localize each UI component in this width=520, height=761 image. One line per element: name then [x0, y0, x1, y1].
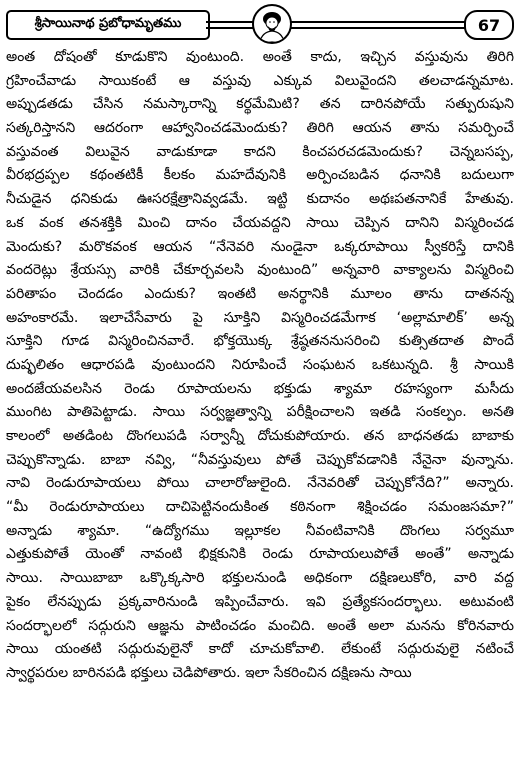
page-number-text: 67 — [477, 15, 501, 35]
text-line: ఎత్తుకుపోతే యెంతో నావంటి భిక్షకునికి రెండు రూపాయలుపోతే అంతే” అన్నాడు — [6, 546, 514, 563]
text-line: నీచుడైన ధనికుడు ఊసరక్షేత్రానివ్వడమే. ఇట్టి కుదానం అథఃపతనానికే హేతువు. — [6, 191, 514, 208]
text-line: దుష్ఫలితం ఆధారపడి వుంటుందని నిరూపించే సంఘటన ఒకటున్నది. శ్రీ సాయికి — [6, 356, 514, 373]
sai-baba-portrait-icon — [252, 4, 292, 44]
text-line: నావి రెండురూపాయలు పోయి చాలారోజులైంది. నేనెవరితో చెప్పుకోనేది?” అన్నారు. — [6, 475, 514, 492]
text-line: సత్కరిస్తానని ఆదరంగా ఆహ్వానించడమెందుకు? తిరిగి ఆయన తాను సమర్పించే — [6, 120, 514, 137]
text-line: స్వార్థపరుల బారినపడి భక్తులు చెడిపోతారు. ఇలా సేకరించిన దక్షిణను సాయి — [6, 664, 412, 681]
text-line: గ్రహించేవాడు సాయికంటే ఆ వస్తువు ఎక్కువ విలువైందని తలచాడన్నమాట. — [6, 72, 514, 89]
text-line: వందరెట్లు శ్రేయస్సు వారికి చేకూర్చవలసి వుంటుంది” అన్నవారి వాక్యాలను విస్మరించి — [6, 262, 514, 279]
text-line: ఒక వంక తనశక్తికి మించి దానం చేయవద్దని సాయి చెప్పిన దానిని విస్మరించడ — [6, 214, 514, 231]
text-line: పైకం లేనప్పుడు ప్రక్కవారినుండి ఇప్పించేవారు. ఇవి ప్రత్యేకసందర్భాలు. అటువంటి — [6, 593, 514, 610]
text-line: వస్తువంత విలువైన వాడుకూడా కాదని కించపరచడమెందుకు? చెన్నబసప్ప, — [6, 143, 514, 160]
text-line: కాలంలో అతడింట దొంగలుపడి సర్వాన్నీ దోచుకుపోయారు. తన బాధనతడు బాబాకు — [6, 428, 514, 444]
running-title — [6, 10, 210, 40]
text-line: అన్నాడు శ్యామా. “ఉద్యోగము ఇల్లూకల నీవంటివానికి దొంగలు సర్వమూ — [6, 522, 514, 539]
text-line: ముంగిట పాతిపెట్టాడు. సాయి సర్వజ్ఞత్వాన్ని పరీక్షించాలని ఇతడి సంకల్పం. అనతి — [6, 404, 514, 421]
text-line: అహంకారమే. ఇలాచేసేవారు పై సూక్తిని విస్మరించడమేగాక ‘అల్లామాలిక్’ అన్న — [6, 309, 514, 326]
page-header — [6, 4, 514, 44]
running-title-text: శ్రీసాయినాథ ప్రబోధామృతము — [34, 16, 182, 31]
text-line: సూక్తిని గూడ విస్మరించినవారే. భోక్తయొక్క శ్రేష్ఠతననుసరించి కుత్సితదాత పొందే — [6, 333, 514, 350]
text-line: వీరభద్రప్పల కథంతటికీ కీలకం మహదేవునికి అర్పించబడిన ధనానికి బదులుగా — [6, 167, 514, 184]
text-line: చెప్పుకొన్నాడు. బాబా నవ్వి, “నీవస్తువులు పోతే చెప్పుకోవడానికి నేనైనా వున్నాను. — [6, 451, 514, 468]
text-line: అంత దోషంతో కూడుకొని వుంటుంది. అంతే కాదు, ఇచ్చిన వస్తువును తిరిగి — [6, 49, 514, 65]
text-line: అప్పుడతడు చేసిన నమస్కారాన్ని కర్థమేమిటి? తన దారినపోయే సత్పురుషుని — [6, 96, 514, 113]
text-line: అందజేయవలసిన రెండు రూపాయలను భక్తుడు శ్యామా రహస్యంగా మసీదు — [6, 380, 514, 397]
page-number — [464, 10, 514, 40]
text-line: సాయి. సాయిబాబా ఒక్కొక్కసారి భక్తులనుండి అధికంగా దక్షిణలుకోరి, వారి వద్ద — [6, 570, 514, 587]
text-line: సాయి యంతటి సద్గురువులైనో కాదో చూచుకోవాలి. లేకుంటే సద్గురువులై నటించే — [6, 641, 514, 658]
header-rule — [206, 21, 466, 29]
text-line: సందర్భాలలో సద్గురుని ఆజ్ఞను పాటించడం మంచిది. అంతే అలా మనను కోరినవారు — [6, 617, 514, 634]
text-line: పరితాపం చెందడం ఎందుకు? ఇంతటి అనర్థానికి మూలం తాను దాతనన్న — [6, 285, 514, 302]
text-line: “మీ రెండురూపాయలు దాచిపెట్టినందుకింత కఠినంగా శిక్షించడం సమంజసమా?” — [6, 499, 514, 516]
portrait-drawing — [254, 6, 290, 42]
body-text — [6, 46, 514, 758]
text-line: మెందుకు? మరొకవంక ఆయన “నేనెవరి నుండైనా ఒక్కరూపాయి స్వీకరిస్తే దానికి — [6, 238, 514, 255]
